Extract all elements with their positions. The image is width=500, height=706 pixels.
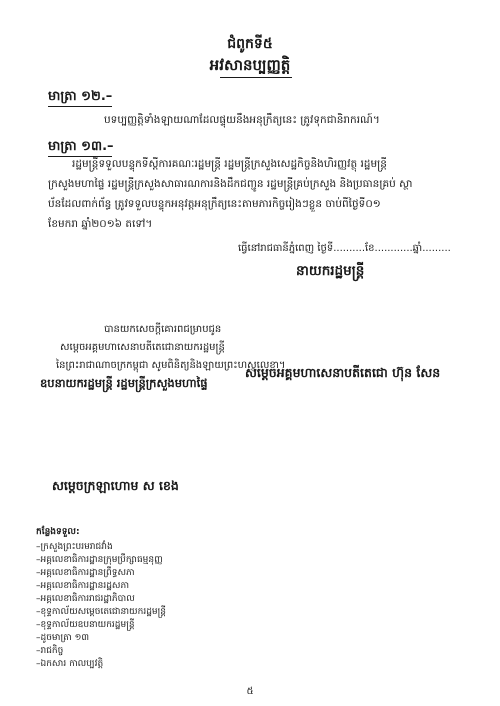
recipient-item: –ដូចមាត្រា ១៣	[36, 633, 90, 643]
article-12-underline	[48, 106, 112, 107]
article-12-text: បទប្បញ្ញត្តិទាំងឡាយណាដែលផ្ទុយនឹងអនុក្រឹត្យនេះ ត្រូវទុកជានិរាករណ៍។	[104, 114, 380, 126]
article-13-line-3: ប័នដែលពាក់ព័ន្ធ ត្រូវទទួលបន្ទុកអនុវត្តអនុក្រឹត្យនេះតាមភារកិច្ចរៀងៗខ្លួន ចាប់ពីថ្ងៃទី០១	[48, 198, 381, 210]
article-12-heading: មាត្រា ១២.–	[48, 89, 113, 104]
chapter-title-underline	[220, 77, 292, 78]
recipient-item: –អគ្គលេខាធិការដ្ឋានព្រឹទ្ធសភា	[36, 568, 135, 578]
prime-minister-title: នាយករដ្ឋមន្ត្រី	[296, 263, 365, 279]
chapter-title: អវសានប្បញ្ញត្តិ	[209, 56, 291, 74]
article-13-line-4: ខែមករា ឆ្នាំ២០១៦ តទៅ។	[48, 218, 153, 230]
submission-line-1: បានយកសេចក្តីគោរពជម្រាបជូន	[104, 324, 222, 335]
prime-minister-name: សម្តេចអគ្គមហាសេនាបតីតេជោ ហ៊ុន សែន	[245, 365, 441, 380]
recipient-item: –រាជកិច្ច	[36, 646, 64, 656]
page-number: ៥	[246, 686, 254, 697]
date-line: ធ្វើនៅរាជធានីភ្នំពេញ ថ្ងៃទី..........ខែ............ឆ្នាំ.........	[238, 243, 451, 254]
article-13-heading: មាត្រា ១៣.–	[48, 139, 114, 154]
deputy-pm-name: សម្តេចក្រឡាហោម ស ខេង	[52, 478, 179, 493]
article-13-line-1: រដ្ឋមន្ត្រីទទួលបន្ទុកទីស្តីការគណៈរដ្ឋមន្ត្រី រដ្ឋមន្ត្រីក្រសួងសេដ្ឋកិច្ចនិងហិរញ្ញវត្ថុ រដ្ឋមន្ត្រី	[72, 158, 387, 170]
recipient-item: –ខុទ្ទកាល័យសម្តេចតេជោនាយករដ្ឋមន្ត្រី	[36, 607, 167, 617]
article-13-underline	[48, 156, 112, 157]
submission-line-3: នៃព្រះរាជាណាចក្រកម្ពុជា សូមពិនិត្យនិងឡាយព្រះហស្ថលេខា។	[56, 360, 286, 371]
recipient-item: –អគ្គលេខាធិការរាជរដ្ឋាភិបាល	[36, 594, 135, 604]
submission-line-2: សម្តេចអគ្គមហាសេនាបតីតេជោនាយករដ្ឋមន្ត្រី	[60, 342, 225, 353]
article-13-line-2: ក្រសួងមហាផ្ទៃ រដ្ឋមន្ត្រីក្រសួងសាធារណការនិងដឹកជញ្ជូន រដ្ឋមន្ត្រីគ្រប់ក្រសួង និងប្រធានគ្រប់ ស្ថា	[48, 178, 413, 190]
recipient-item: –ឯកសារ កាលប្បវត្តិ	[36, 659, 104, 669]
recipients-heading: កន្លែងទទួល:	[36, 527, 80, 537]
chapter-number: ជំពូកទី៥	[227, 36, 273, 52]
recipient-item: –អគ្គលេខាធិការដ្ឋានរដ្ឋសភា	[36, 581, 130, 591]
recipient-item: –ក្រសួងព្រះបរមរាជវាំង	[36, 542, 113, 552]
recipient-item: –អគ្គលេខាធិការដ្ឋានក្រុមប្រឹក្សាធម្មនុញ្ញ	[36, 555, 163, 565]
deputy-pm-title: ឧបនាយករដ្ឋមន្ត្រី រដ្ឋមន្ត្រីក្រសួងមហាផ្ទៃ	[40, 376, 208, 390]
recipient-item: –ខុទ្ទកាល័យឧបនាយករដ្ឋមន្ត្រី	[36, 620, 135, 630]
